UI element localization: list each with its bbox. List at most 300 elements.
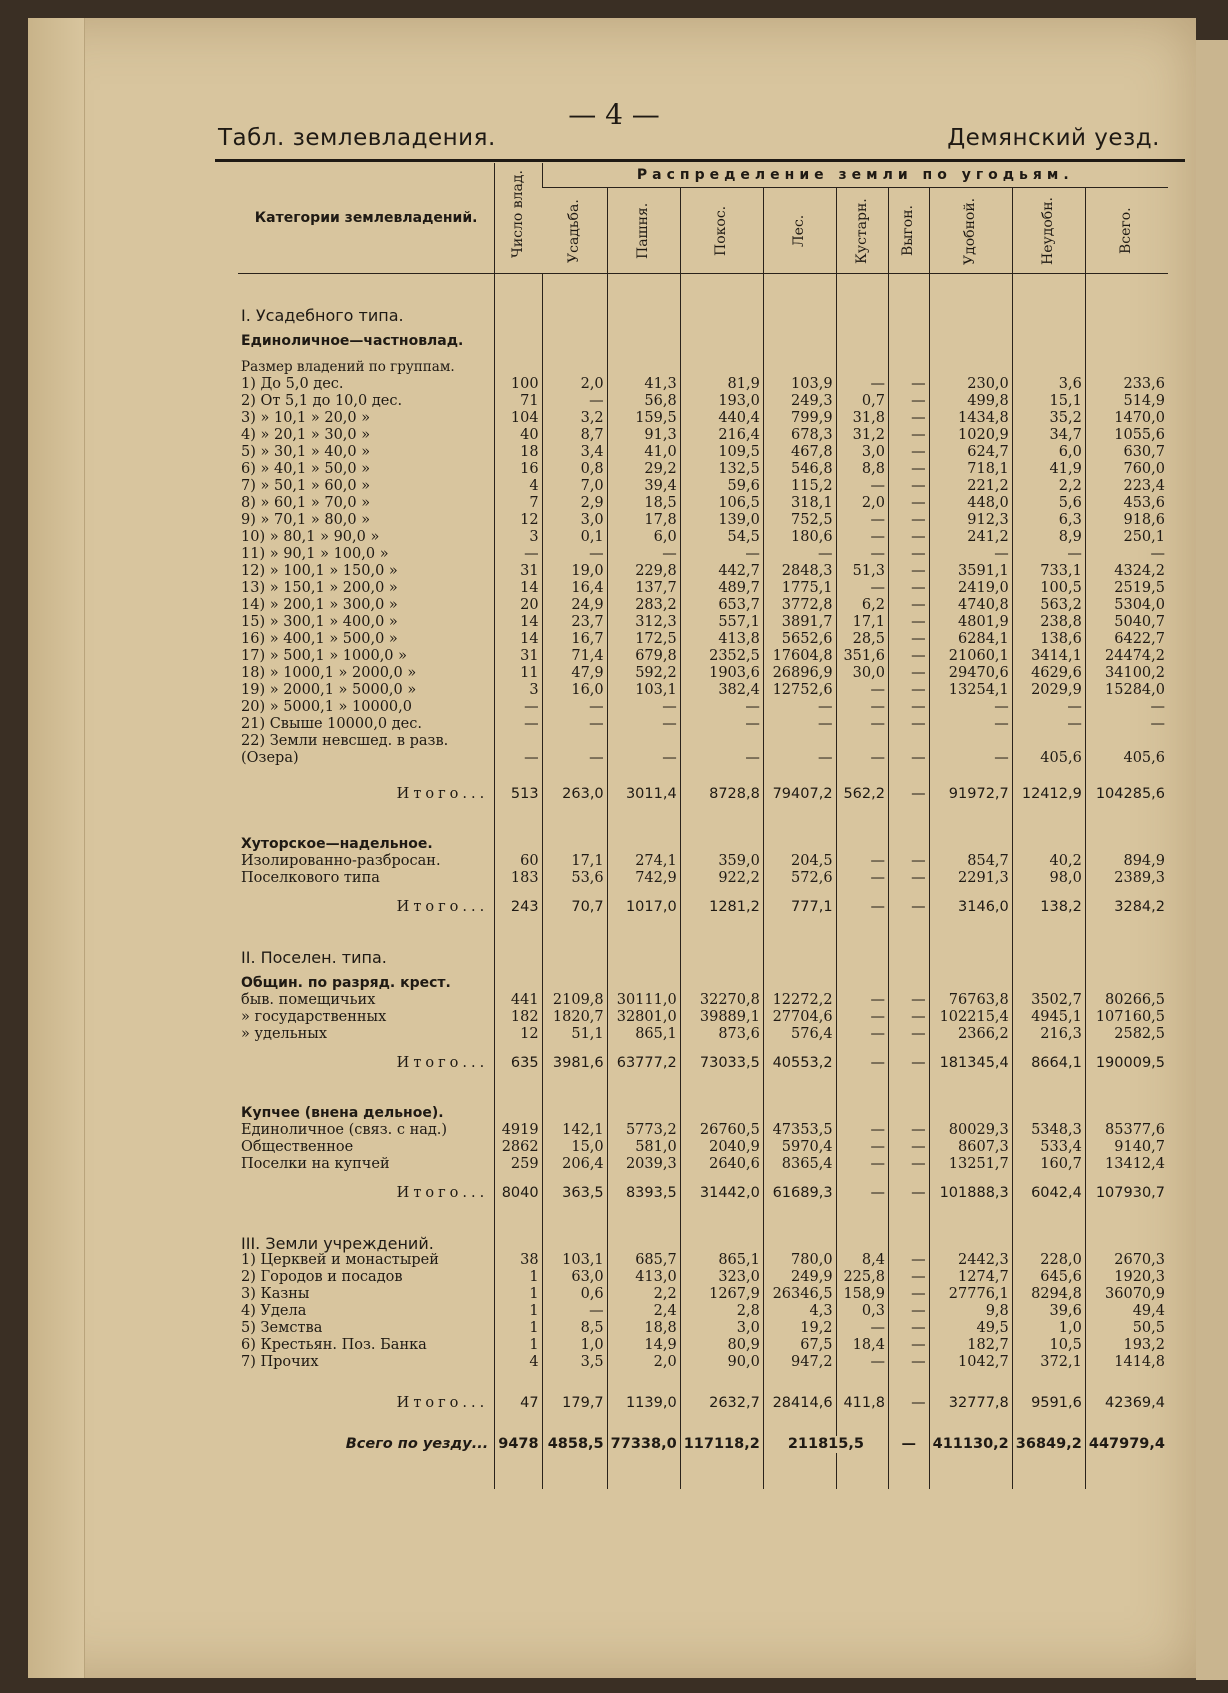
table-cell [1085, 1202, 1168, 1214]
table-cell [929, 803, 1012, 815]
table-cell: 1020,9 [929, 427, 1012, 444]
table-cell [1085, 887, 1168, 899]
table-cell [836, 274, 888, 287]
table-cell: 16,4 [542, 580, 607, 597]
table-cell [763, 827, 836, 853]
table-cell: 211815,5 [763, 1436, 888, 1453]
section-label: Единоличное—частновлад. [241, 333, 464, 349]
table-cell: — [888, 750, 929, 767]
table-cell: 5773,2 [607, 1122, 680, 1139]
table-cell [542, 1424, 607, 1436]
table-cell [542, 1084, 607, 1096]
table-cell: — [836, 1055, 888, 1072]
row-label: Поселкового типа [241, 870, 380, 886]
table-cell: 3772,8 [763, 597, 836, 614]
section-label: Хуторское—надельное. [241, 836, 433, 852]
header-left: Табл. землевладения. [218, 125, 496, 151]
row-label: (Озера) [241, 750, 299, 766]
table-cell: 5970,4 [763, 1139, 836, 1156]
table-cell [495, 827, 542, 853]
table-cell: 31,2 [836, 427, 888, 444]
group-row [238, 529, 1168, 546]
group-row [238, 716, 1168, 733]
table-cell: — [888, 1320, 929, 1337]
table-cell: 865,1 [680, 1252, 763, 1269]
table-cell: 4324,2 [1085, 563, 1168, 580]
table-cell: 1414,8 [1085, 1354, 1168, 1371]
table-cell: 312,3 [607, 614, 680, 631]
table-cell [763, 274, 836, 287]
table-cell [542, 940, 607, 966]
section-label: III. Земли учреждений. [241, 1234, 434, 1253]
table-cell [495, 1096, 542, 1122]
table-cell [1012, 1412, 1085, 1424]
table-cell [542, 815, 607, 827]
table-cell [680, 274, 763, 287]
table-cell: — [542, 393, 607, 410]
table-cell: 18 [495, 444, 542, 461]
table-cell: 1820,7 [542, 1009, 607, 1026]
table-cell [763, 916, 836, 928]
table-cell: 4945,1 [1012, 1009, 1085, 1026]
table-cell [1012, 286, 1085, 298]
table-cell: — [836, 1026, 888, 1043]
table-cell [888, 1412, 929, 1424]
table-cell [542, 887, 607, 899]
table-cell: 0,3 [836, 1303, 888, 1320]
table-cell [763, 298, 836, 324]
table-cell: 576,4 [763, 1026, 836, 1043]
table-cell [238, 1084, 495, 1096]
table-cell: — [929, 699, 1012, 716]
header-right: Демянский уезд. [947, 125, 1160, 151]
table-cell: 6,2 [836, 597, 888, 614]
table-cell: — [1012, 716, 1085, 733]
table-cell [1012, 803, 1085, 815]
table-cell: 15,1 [1012, 393, 1085, 410]
table-cell: 24474,2 [1085, 648, 1168, 665]
table-cell [763, 324, 836, 350]
subsection-1 [238, 324, 1168, 350]
table-cell: — [1085, 546, 1168, 563]
table-cell [607, 1096, 680, 1122]
table-cell: 3,6 [1012, 376, 1085, 393]
group-row [238, 376, 1168, 393]
table-cell [1085, 1383, 1168, 1395]
table-cell [238, 1383, 495, 1395]
table-cell [929, 1383, 1012, 1395]
table-cell [542, 733, 607, 750]
spacer-row [238, 1465, 1168, 1477]
table-cell: 31442,0 [680, 1185, 763, 1202]
table-cell [680, 887, 763, 899]
table-cell [929, 1477, 1012, 1489]
table-cell [888, 1453, 929, 1465]
table-cell [929, 767, 1012, 779]
col-count-label: Число влад. [509, 170, 526, 258]
table-cell: 24,9 [542, 597, 607, 614]
table-cell [1085, 1453, 1168, 1465]
table-cell [1012, 324, 1085, 350]
table-cell: — [763, 546, 836, 563]
table-cell: 29470,6 [929, 665, 1012, 682]
table-cell [238, 1371, 495, 1383]
table-cell: — [888, 478, 929, 495]
table-cell: — [888, 1055, 929, 1072]
table-cell [680, 1043, 763, 1055]
table-cell: 2670,3 [1085, 1252, 1168, 1269]
table-cell: — [836, 580, 888, 597]
table-cell: 109,5 [680, 444, 763, 461]
table-cell [680, 1383, 763, 1395]
table-cell: 38 [495, 1252, 542, 1269]
table-cell: 630,7 [1085, 444, 1168, 461]
table-cell: 172,5 [607, 631, 680, 648]
table-cell: 1281,2 [680, 899, 763, 916]
table-cell: 562,2 [836, 779, 888, 803]
row-label: 18) » 1000,1 » 2000,0 » [241, 665, 417, 681]
section-label: Купчее (внена дельное). [241, 1105, 444, 1121]
table-cell [929, 916, 1012, 928]
table-cell: 132,5 [680, 461, 763, 478]
table-cell: 229,8 [607, 563, 680, 580]
table-cell [888, 1096, 929, 1122]
table-cell [836, 966, 888, 992]
table-cell: 2366,2 [929, 1026, 1012, 1043]
table-cell [888, 324, 929, 350]
table-cell [495, 1383, 542, 1395]
table-cell [542, 1096, 607, 1122]
spacer-row [238, 928, 1168, 940]
row-label: 7) Прочих [241, 1354, 319, 1370]
table-cell: 2848,3 [763, 563, 836, 580]
table-cell [1012, 815, 1085, 827]
table-cell: 5,6 [1012, 495, 1085, 512]
table-cell [1012, 1084, 1085, 1096]
row-label: 14) » 200,1 » 300,0 » [241, 597, 398, 613]
table-cell: 1,0 [542, 1337, 607, 1354]
table-cell [888, 887, 929, 899]
spacer-row [238, 1072, 1168, 1084]
table-cell: 3414,1 [1012, 648, 1085, 665]
table-cell: — [888, 1139, 929, 1156]
table-cell: — [607, 699, 680, 716]
table-cell [1012, 928, 1085, 940]
table-cell: 80266,5 [1085, 992, 1168, 1009]
row-label: 8) » 60,1 » 70,0 » [241, 495, 371, 511]
table-cell [836, 350, 888, 376]
table-cell [929, 887, 1012, 899]
col-header [929, 188, 1012, 274]
table-cell: 31,8 [836, 410, 888, 427]
table-cell [238, 1453, 495, 1465]
table-cell [495, 928, 542, 940]
table-cell: 5348,3 [1012, 1122, 1085, 1139]
table-cell: — [1012, 546, 1085, 563]
table-cell [680, 1465, 763, 1477]
table-cell: — [888, 461, 929, 478]
table-cell: 81,9 [680, 376, 763, 393]
table-cell: 359,0 [680, 853, 763, 870]
table-cell: — [888, 1026, 929, 1043]
group-row [238, 992, 1168, 1009]
table-cell: 2029,9 [1012, 682, 1085, 699]
table-cell: — [888, 1269, 929, 1286]
table-cell: 2,9 [542, 495, 607, 512]
table-cell: 12412,9 [1012, 779, 1085, 803]
row-label: Поселки на купчей [241, 1156, 390, 1172]
table-cell: — [888, 512, 929, 529]
table-cell [836, 286, 888, 298]
table-cell: 12 [495, 1026, 542, 1043]
table-cell: 9140,7 [1085, 1139, 1168, 1156]
table-cell [763, 1214, 836, 1226]
table-cell: 76763,8 [929, 992, 1012, 1009]
table-cell [542, 1412, 607, 1424]
table-cell [680, 1412, 763, 1424]
table-cell: 182,7 [929, 1337, 1012, 1354]
table-cell [680, 767, 763, 779]
table-cell: 3591,1 [929, 563, 1012, 580]
table-cell [836, 803, 888, 815]
table-cell [495, 324, 542, 350]
table-cell [763, 803, 836, 815]
col-header [763, 188, 836, 274]
table-cell: 179,7 [542, 1395, 607, 1412]
table-cell [1085, 298, 1168, 324]
table-cell [836, 1214, 888, 1226]
table-cell: 61689,3 [763, 1185, 836, 1202]
table-cell: 56,8 [607, 393, 680, 410]
table-cell [929, 1072, 1012, 1084]
table-cell: — [836, 1354, 888, 1371]
next-page-strip [1196, 40, 1228, 1680]
table-cell [680, 298, 763, 324]
table-cell [238, 286, 495, 298]
table-cell: 26346,5 [763, 1286, 836, 1303]
table-cell: 138,6 [1012, 631, 1085, 648]
table-cell: — [888, 563, 929, 580]
table-cell: 624,7 [929, 444, 1012, 461]
table-cell [888, 1043, 929, 1055]
table-cell [836, 1453, 888, 1465]
row-label: 15) » 300,1 » 400,0 » [241, 614, 398, 630]
table-cell: 0,6 [542, 1286, 607, 1303]
table-cell [1085, 1043, 1168, 1055]
table-cell [1012, 1424, 1085, 1436]
row-label: 6) » 40,1 » 50,0 » [241, 461, 371, 477]
table-cell: 799,9 [763, 410, 836, 427]
table-cell: 14 [495, 631, 542, 648]
table-cell [542, 767, 607, 779]
row-label: 22) Земли невсшед. в разв. [241, 733, 449, 749]
table-cell [836, 827, 888, 853]
table-cell: 15,0 [542, 1139, 607, 1156]
group-row [238, 1269, 1168, 1286]
table-cell [495, 887, 542, 899]
table-cell: 912,3 [929, 512, 1012, 529]
table-cell: 685,7 [607, 1252, 680, 1269]
group-row [238, 870, 1168, 887]
table-cell: 3,0 [680, 1320, 763, 1337]
table-cell: 922,2 [680, 870, 763, 887]
table-cell: — [836, 870, 888, 887]
table-cell [836, 1173, 888, 1185]
table-cell [888, 1202, 929, 1214]
table-cell: 98,0 [1012, 870, 1085, 887]
table-cell [1085, 827, 1168, 853]
row-label: 17) » 500,1 » 1000,0 » [241, 648, 408, 664]
table-cell: 49,4 [1085, 1303, 1168, 1320]
table-cell: 181345,4 [929, 1055, 1012, 1072]
table-cell [495, 274, 542, 287]
table-cell: 8607,3 [929, 1139, 1012, 1156]
table-cell [1085, 1477, 1168, 1489]
table-cell [763, 1453, 836, 1465]
table-cell: 2,2 [607, 1286, 680, 1303]
table-cell: 51,3 [836, 563, 888, 580]
table-cell: 5304,0 [1085, 597, 1168, 614]
table-cell [1085, 803, 1168, 815]
table-cell: — [888, 870, 929, 887]
col-header-label: Усадьба. [565, 198, 582, 263]
table-cell: — [1085, 716, 1168, 733]
table-cell [1012, 1226, 1085, 1252]
table-cell: — [542, 699, 607, 716]
table-cell: 39889,1 [680, 1009, 763, 1026]
table-cell: 142,1 [542, 1122, 607, 1139]
table-cell: 10,5 [1012, 1337, 1085, 1354]
spacer-row [238, 274, 1168, 287]
table-cell: — [888, 1395, 929, 1412]
table-cell [238, 1424, 495, 1436]
table-cell [495, 940, 542, 966]
col-header-label: Кустарн. [853, 197, 870, 264]
table-cell: — [495, 716, 542, 733]
table-cell [763, 1226, 836, 1252]
table-cell [495, 1214, 542, 1226]
table-cell [680, 815, 763, 827]
table-cell [888, 1084, 929, 1096]
table-cell: 13251,7 [929, 1156, 1012, 1173]
table-cell [929, 350, 1012, 376]
table-cell [888, 1072, 929, 1084]
table-cell: 440,4 [680, 410, 763, 427]
table-cell: — [607, 716, 680, 733]
table-cell: — [836, 1139, 888, 1156]
table-cell [495, 733, 542, 750]
table-cell: 413,0 [607, 1269, 680, 1286]
table-cell [1085, 350, 1168, 376]
page-edge [28, 18, 85, 1678]
table-cell: 411,8 [836, 1395, 888, 1412]
table-cell: — [888, 1436, 929, 1453]
spacer-row [238, 767, 1168, 779]
table-cell [495, 1412, 542, 1424]
table-cell: 51,1 [542, 1026, 607, 1043]
table-cell: 1903,6 [680, 665, 763, 682]
table-cell: 653,7 [680, 597, 763, 614]
table-cell [495, 1084, 542, 1096]
table-cell: 533,4 [1012, 1139, 1085, 1156]
table-cell: 718,1 [929, 461, 1012, 478]
table-cell [607, 1477, 680, 1489]
table-cell: 193,0 [680, 393, 763, 410]
table-cell: 190009,5 [1085, 1055, 1168, 1072]
row-label: 19) » 2000,1 » 5000,0 » [241, 682, 417, 698]
table-cell: — [888, 716, 929, 733]
table-cell [1085, 940, 1168, 966]
table-cell: 318,1 [763, 495, 836, 512]
subsection-4 [238, 1096, 1168, 1122]
table-cell [495, 1424, 542, 1436]
table-cell: 160,7 [1012, 1156, 1085, 1173]
table-cell [888, 767, 929, 779]
table-cell [607, 966, 680, 992]
row-label: 10) » 80,1 » 90,0 » [241, 529, 380, 545]
col-category: Категории землевладений. [238, 163, 495, 274]
table-cell: 12752,6 [763, 682, 836, 699]
table-cell: — [763, 699, 836, 716]
group-row [238, 1320, 1168, 1337]
table-cell [888, 1383, 929, 1395]
table-cell [929, 1371, 1012, 1383]
table-cell [1085, 1214, 1168, 1226]
spacer-row [238, 887, 1168, 899]
table-cell: 4629,6 [1012, 665, 1085, 682]
table-cell [542, 928, 607, 940]
spacer-row [238, 1084, 1168, 1096]
table-cell [607, 803, 680, 815]
table-cell: 448,0 [929, 495, 1012, 512]
table-cell [929, 966, 1012, 992]
table-cell [607, 1371, 680, 1383]
table-cell: — [836, 512, 888, 529]
table-cell: 103,1 [542, 1252, 607, 1269]
table-cell: 107160,5 [1085, 1009, 1168, 1026]
table-cell [1085, 286, 1168, 298]
table-cell: 3011,4 [607, 779, 680, 803]
table-cell: 40553,2 [763, 1055, 836, 1072]
table-cell [238, 1173, 495, 1185]
row-label: Всего по уезду... [345, 1436, 489, 1452]
table-cell: — [836, 546, 888, 563]
table-cell [1012, 1371, 1085, 1383]
table-cell: 3,0 [542, 512, 607, 529]
table-cell [680, 286, 763, 298]
group-row [238, 699, 1168, 716]
table-cell [836, 940, 888, 966]
table-cell: 1 [495, 1337, 542, 1354]
table-cell: 90,0 [680, 1354, 763, 1371]
table-cell [680, 1371, 763, 1383]
table-cell [607, 1226, 680, 1252]
land-table [238, 163, 1168, 1489]
table-cell: — [607, 750, 680, 767]
total-row [238, 1395, 1168, 1412]
row-label: 4) » 20,1 » 30,0 » [241, 427, 371, 443]
table-cell: — [888, 614, 929, 631]
table-cell: 635 [495, 1055, 542, 1072]
group-row [238, 682, 1168, 699]
table-cell [542, 827, 607, 853]
spacer-row [238, 1173, 1168, 1185]
table-cell: 104285,6 [1085, 779, 1168, 803]
table-cell: 13254,1 [929, 682, 1012, 699]
table-cell: — [836, 750, 888, 767]
table-cell: 4,3 [763, 1303, 836, 1320]
table-cell: 34100,2 [1085, 665, 1168, 682]
